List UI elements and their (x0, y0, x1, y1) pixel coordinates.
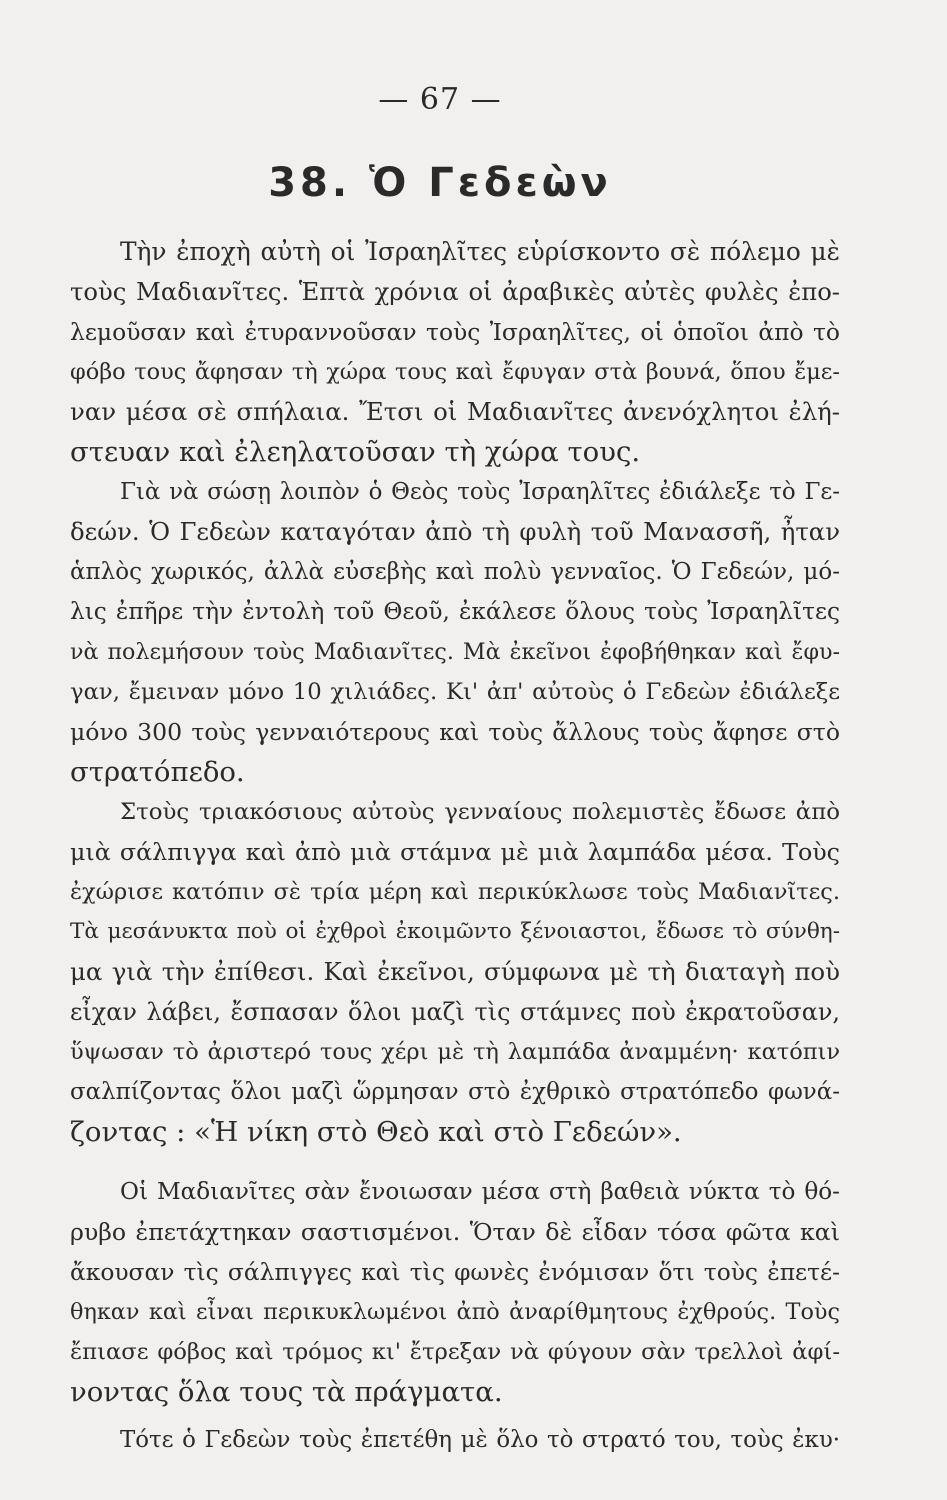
text-line: εἶχαν λάβει, ἔσπασαν ὅλοι μαζὶ τὶς στάμνες ποὺ ἐκρατοῦσαν, (70, 998, 840, 1026)
paragraph-5 (70, 1420, 840, 1460)
text-line: σαλπίζοντας ὅλοι μαζὶ ὥρμησαν στὸ ἐχθρικὸ στρατόπεδο φωνά- (70, 1079, 840, 1105)
paragraph-4 (70, 1172, 840, 1412)
text-line: μα γιὰ τὴν ἐπίθεσι. Καὶ ἐκεῖνοι, σύμφωνα μὲ τὴ διαταγὴ ποὺ (70, 957, 840, 986)
text-line: στρατόπεδο. (70, 756, 245, 788)
text-line: λις ἐπῆρε τὴν ἐντολὴ τοῦ Θεοῦ, ἐκάλεσε ὅλους τοὺς Ἰσραηλῖτες (70, 598, 840, 625)
text-line: Τὰ μεσάνυκτα ποὺ οἱ ἐχθροὶ ἐκοιμῶντο ξένοιαστοι, ἔδωσε τὸ σύνθη- (70, 919, 840, 944)
text-line: νοντας ὅλα τους τὰ πράγματα. (70, 1376, 503, 1408)
text-line: θηκαν καὶ εἶναι περικυκλωμένοι ἀπὸ ἀναρίθμητους ἐχθρούς. Τοὺς (70, 1299, 840, 1325)
text-line: ἔπιασε φόβος καὶ τρόμος κι' ἔτρεξαν νὰ φύγουν σὰν τρελλοὶ ἀφί- (70, 1339, 840, 1365)
text-line: φόβο τους ἄφησαν τὴ χώρα τους καὶ ἔφυγαν στὰ βουνά, ὅπου ἔμε- (70, 359, 840, 385)
text-line: Τότε ὁ Γεδεὼν τοὺς ἐπετέθη μὲ ὅλο τὸ στρατό του, τοὺς ἐκυ· (120, 1427, 840, 1453)
text-line: Στοὺς τριακόσιους αὐτοὺς γενναίους πολεμιστὲς ἔδωσε ἀπὸ (120, 799, 840, 825)
text-line: ρυβο ἐπετάχτηκαν σαστισμένοι. Ὅταν δὲ εἶδαν τόσα φῶτα καὶ (70, 1218, 840, 1246)
page-number: — 67 — (378, 82, 502, 117)
paragraph-3 (70, 792, 840, 1152)
text-line: γαν, ἔμειναν μόνο 10 χιλιάδες. Κι' ἀπ' αὐτοὺς ὁ Γεδεὼν ἐδιάλεξε (70, 679, 840, 705)
chapter-title: 38. Ὁ Γεδεὼν (268, 160, 612, 206)
paragraph-2 (70, 472, 840, 792)
text-line: δεών. Ὁ Γεδεὼν καταγόταν ἀπὸ τὴ φυλὴ τοῦ Μανασσῆ, ἦταν (70, 517, 840, 546)
text-line: ἁπλὸς χωρικός, ἀλλὰ εὐσεβὴς καὶ πολὺ γενναῖος. Ὁ Γεδεών, μό- (70, 559, 840, 585)
text-line: Οἱ Μαδιανῖτες σὰν ἔνοιωσαν μέσα στὴ βαθειὰ νύκτα τὸ θό- (120, 1179, 840, 1205)
text-line: τοὺς Μαδιανῖτες. Ἑπτὰ χρόνια οἱ ἀραβικὲς αὐτὲς φυλὲς ἐπο- (70, 277, 840, 306)
text-line: Γιὰ νὰ σώσῃ λοιπὸν ὁ Θεὸς τοὺς Ἰσραηλῖτες ἐδιάλεξε τὸ Γε- (120, 479, 840, 505)
text-line: ὕψωσαν τὸ ἀριστερό τους χέρι μὲ τὴ λαμπάδα ἀναμμένη· κατόπιν (70, 1039, 840, 1065)
body-text (70, 232, 840, 1460)
text-line: νὰ πολεμήσουν τοὺς Μαδιανῖτες. Μὰ ἐκεῖνοι ἐφοβήθηκαν καὶ ἔφυ- (70, 639, 840, 665)
paragraph-1 (70, 232, 840, 472)
text-line: ἐχώρισε κατόπιν σὲ τρία μέρη καὶ περικύκλωσε τοὺς Μαδιανῖτες. (70, 879, 840, 905)
text-line: στευαν καὶ ἐλεηλατοῦσαν τὴ χώρα τους. (70, 436, 641, 468)
text-line: Τὴν ἐποχὴ αὐτὴ οἱ Ἰσραηλῖτες εὑρίσκοντο σὲ πόλεμο μὲ (120, 237, 840, 266)
text-line: ναν μέσα σὲ σπήλαια. Ἔτσι οἱ Μαδιανῖτες ἀνενόχλητοι ἐλή- (70, 397, 840, 426)
text-line: ζοντας : «Ἡ νίκη στὸ Θεὸ καὶ στὸ Γεδεών». (70, 1116, 682, 1148)
text-line: λεμοῦσαν καὶ ἐτυραννοῦσαν τοὺς Ἰσραηλῖτες, οἱ ὁποῖοι ἀπὸ τὸ (70, 318, 840, 346)
text-line: μόνο 300 τοὺς γενναιότερους καὶ τοὺς ἄλλους τοὺς ἄφησε στὸ (70, 718, 840, 746)
text-line: ἄκουσαν τὶς σάλπιγγες καὶ τὶς φωνὲς ἐνόμισαν ὅτι τοὺς ἐπετέ- (70, 1258, 840, 1286)
text-line: μιὰ σάλπιγγα καὶ ἀπὸ μιὰ στάμνα μὲ μιὰ λαμπάδα μέσα. Τοὺς (70, 838, 840, 866)
